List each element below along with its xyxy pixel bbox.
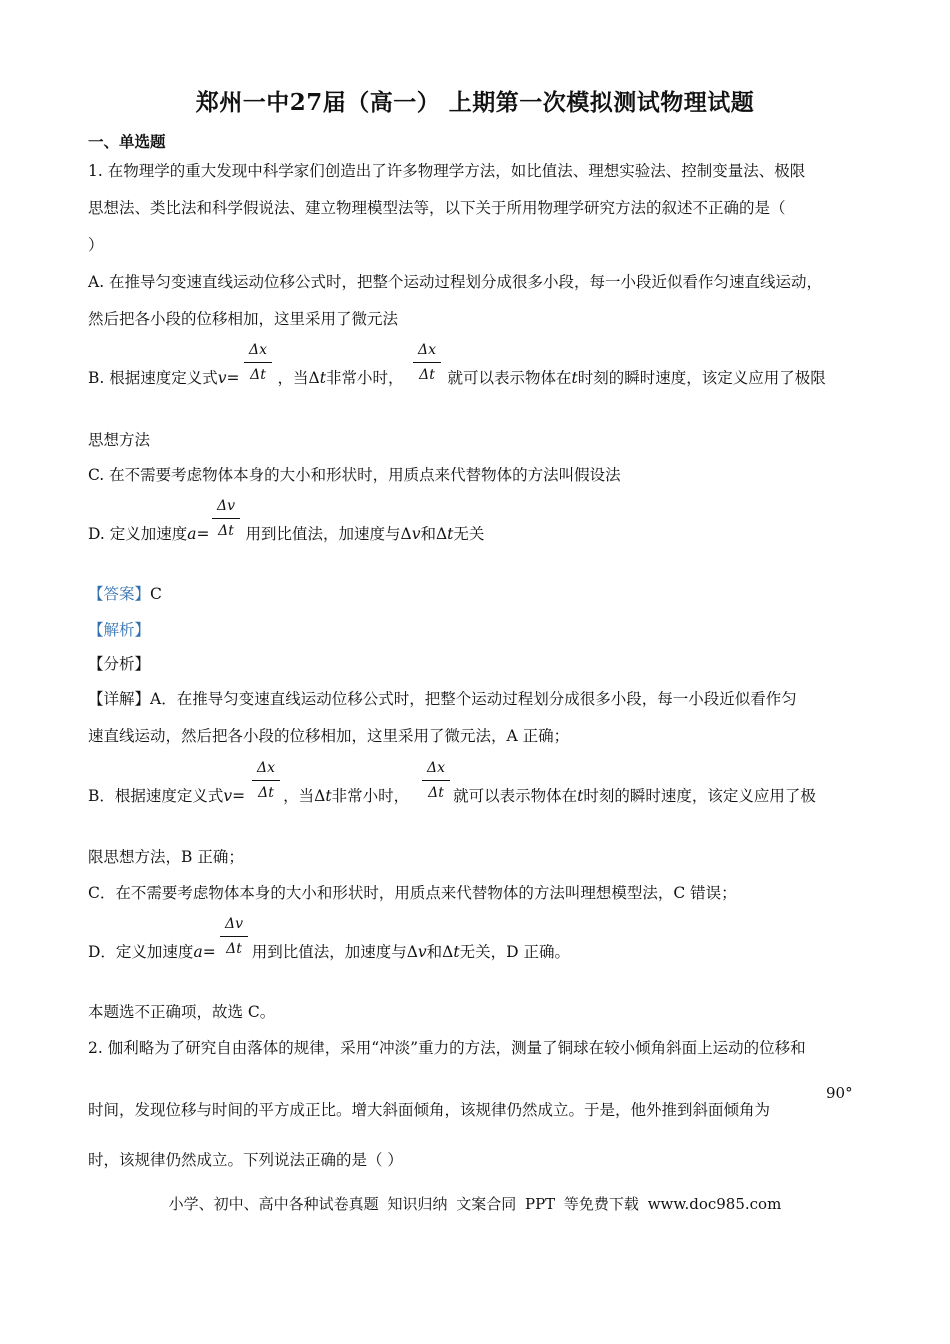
q1-d-end: 无关 (453, 525, 485, 543)
fraction-numerator: Δv (212, 498, 240, 519)
detail-b-post1: 就可以表示物体在 (453, 787, 578, 805)
q2-line3: 时，该规律仍然成立。下列说法正确的是（ ） (88, 1151, 403, 1169)
fraction-denominator: Δt (428, 785, 444, 801)
q1-d-var: a (187, 525, 197, 543)
detail-d-t: t (453, 943, 460, 961)
detail-d-end: 无关，D 正确。 (459, 943, 570, 961)
q1-b-fraction-2 (413, 342, 441, 383)
q1-b-post1: 就可以表示物体在 (447, 369, 572, 387)
detail-d-var: a (193, 943, 203, 961)
detail-d-and: 和Δ (426, 943, 454, 961)
q1-d-and: 和Δ (420, 525, 448, 543)
detail-b-t: t (325, 787, 332, 805)
analysis-label: 【解析】 (88, 621, 151, 639)
q1-stem-line1: 1. 在物理学的重大发现中科学家们创造出了许多物理学方法，如比值法、理想实验法、控制变量法、极限 (88, 162, 806, 180)
q1-option-c: C. 在不需要考虑物体本身的大小和形状时，用质点来代替物体的方法叫假设法 (88, 466, 621, 484)
detail-d-line (88, 942, 570, 962)
q1-b-eq: = (226, 369, 240, 387)
page-footer: 小学、初中、高中各种试卷真题 知识归纳 文案合同 PPT 等免费下载 www.doc985.com (168, 1195, 782, 1213)
q1-b-mid: ，当Δ (277, 369, 320, 387)
answer-line (88, 584, 162, 604)
detail-b-prefix: B．根据速度定义式 (88, 787, 224, 805)
fraction-denominator: Δt (419, 367, 435, 383)
detail-a-line2: 速直线运动，然后把各小段的位移相加，这里采用了微元法，A 正确； (88, 727, 570, 745)
q1-stem-line3: ） (88, 236, 104, 254)
detail-d-prefix: D．定义加速度 (88, 943, 194, 961)
detail-d-eq: = (202, 943, 216, 961)
fraction-numerator: Δx (422, 760, 450, 781)
detail-label: 【详解】 (88, 690, 151, 708)
detail-a-text: A．在推导匀变速直线运动位移公式时，把整个运动过程划分成很多小段，每一小段近似看作匀 (150, 690, 797, 708)
q1-b-post2: 时刻的瞬时速度，该定义应用了极限 (577, 369, 826, 387)
q1-d-eq: = (196, 525, 210, 543)
q1-d-v: v (411, 525, 421, 543)
q2-angle: 90° (826, 1084, 853, 1102)
answer-label: 【答案】 (88, 585, 151, 603)
detail-a-line1 (88, 689, 797, 709)
section-heading: 一、单选题 (88, 132, 166, 151)
q1-d-t: t (447, 525, 454, 543)
q1-d-fraction (212, 498, 240, 539)
detail-d-post: 用到比值法，加速度与Δ (251, 943, 418, 961)
q1-d-prefix: D. 定义加速度 (88, 525, 188, 543)
page-title: 郑州一中27届（高一） 上期第一次模拟测试物理试题 (195, 89, 755, 116)
answer-value: C (150, 585, 162, 603)
q2-line1: 2. 伽利略为了研究自由落体的规律，采用“冲淡”重力的方法，测量了铜球在较小倾角斜面上运动的位移和 (88, 1039, 806, 1057)
fraction-numerator: Δx (244, 342, 272, 363)
detail-b-mid2: 非常小时， (331, 787, 410, 805)
q1-option-b-line2: 思想方法 (88, 431, 151, 449)
fraction-denominator: Δt (250, 367, 266, 383)
fraction-numerator: Δx (413, 342, 441, 363)
q1-stem-line2: 思想法、类比法和科学假说法、建立物理模型法等，以下关于所用物理学研究方法的叙述不正确的是（ (88, 199, 786, 217)
detail-b-post2: 时刻的瞬时速度，该定义应用了极 (583, 787, 816, 805)
q1-option-a-line1: A. 在推导匀变速直线运动位移公式时，把整个运动过程划分成很多小段，每一小段近似看作匀速直线运动， (88, 273, 823, 291)
q1-d-post: 用到比值法，加速度与Δ (245, 525, 412, 543)
fraction-numerator: Δx (252, 760, 280, 781)
detail-b-line2: 限思想方法，B 正确； (88, 848, 244, 866)
detail-d-fraction (220, 916, 248, 957)
q1-option-d (88, 524, 484, 544)
detail-b-line1 (88, 786, 816, 806)
q1-b-fraction-1 (244, 342, 272, 383)
fraction-denominator: Δt (258, 785, 274, 801)
detail-b-eq: = (232, 787, 246, 805)
q1-b-t2: t (571, 369, 578, 387)
q2-line2: 时间，发现位移与时间的平方成正比。增大斜面倾角，该规律仍然成立。于是，他外推到斜面倾角为 (88, 1101, 771, 1119)
detail-conclusion: 本题选不正确项，故选 C。 (88, 1003, 276, 1021)
q1-b-mid2: 非常小时， (325, 369, 404, 387)
q1-b-var: v (217, 369, 227, 387)
q1-option-b-line1 (88, 368, 826, 388)
detail-c-line: C．在不需要考虑物体本身的大小和形状时，用质点来代替物体的方法叫理想模型法，C 错误； (88, 884, 737, 902)
q1-b-prefix: B. 根据速度定义式 (88, 369, 218, 387)
fraction-numerator: Δv (220, 916, 248, 937)
fraction-denominator: Δt (226, 941, 242, 957)
detail-d-v: v (417, 943, 427, 961)
detail-b-mid: ，当Δ (283, 787, 326, 805)
fenxi-label: 【分析】 (88, 655, 151, 673)
detail-b-var: v (223, 787, 233, 805)
detail-b-t2: t (577, 787, 584, 805)
q1-b-t: t (319, 369, 326, 387)
q1-option-a-line2: 然后把各小段的位移相加，这里采用了微元法 (88, 310, 399, 328)
fraction-denominator: Δt (218, 523, 234, 539)
detail-b-fraction-2 (422, 760, 450, 801)
detail-b-fraction-1 (252, 760, 280, 801)
